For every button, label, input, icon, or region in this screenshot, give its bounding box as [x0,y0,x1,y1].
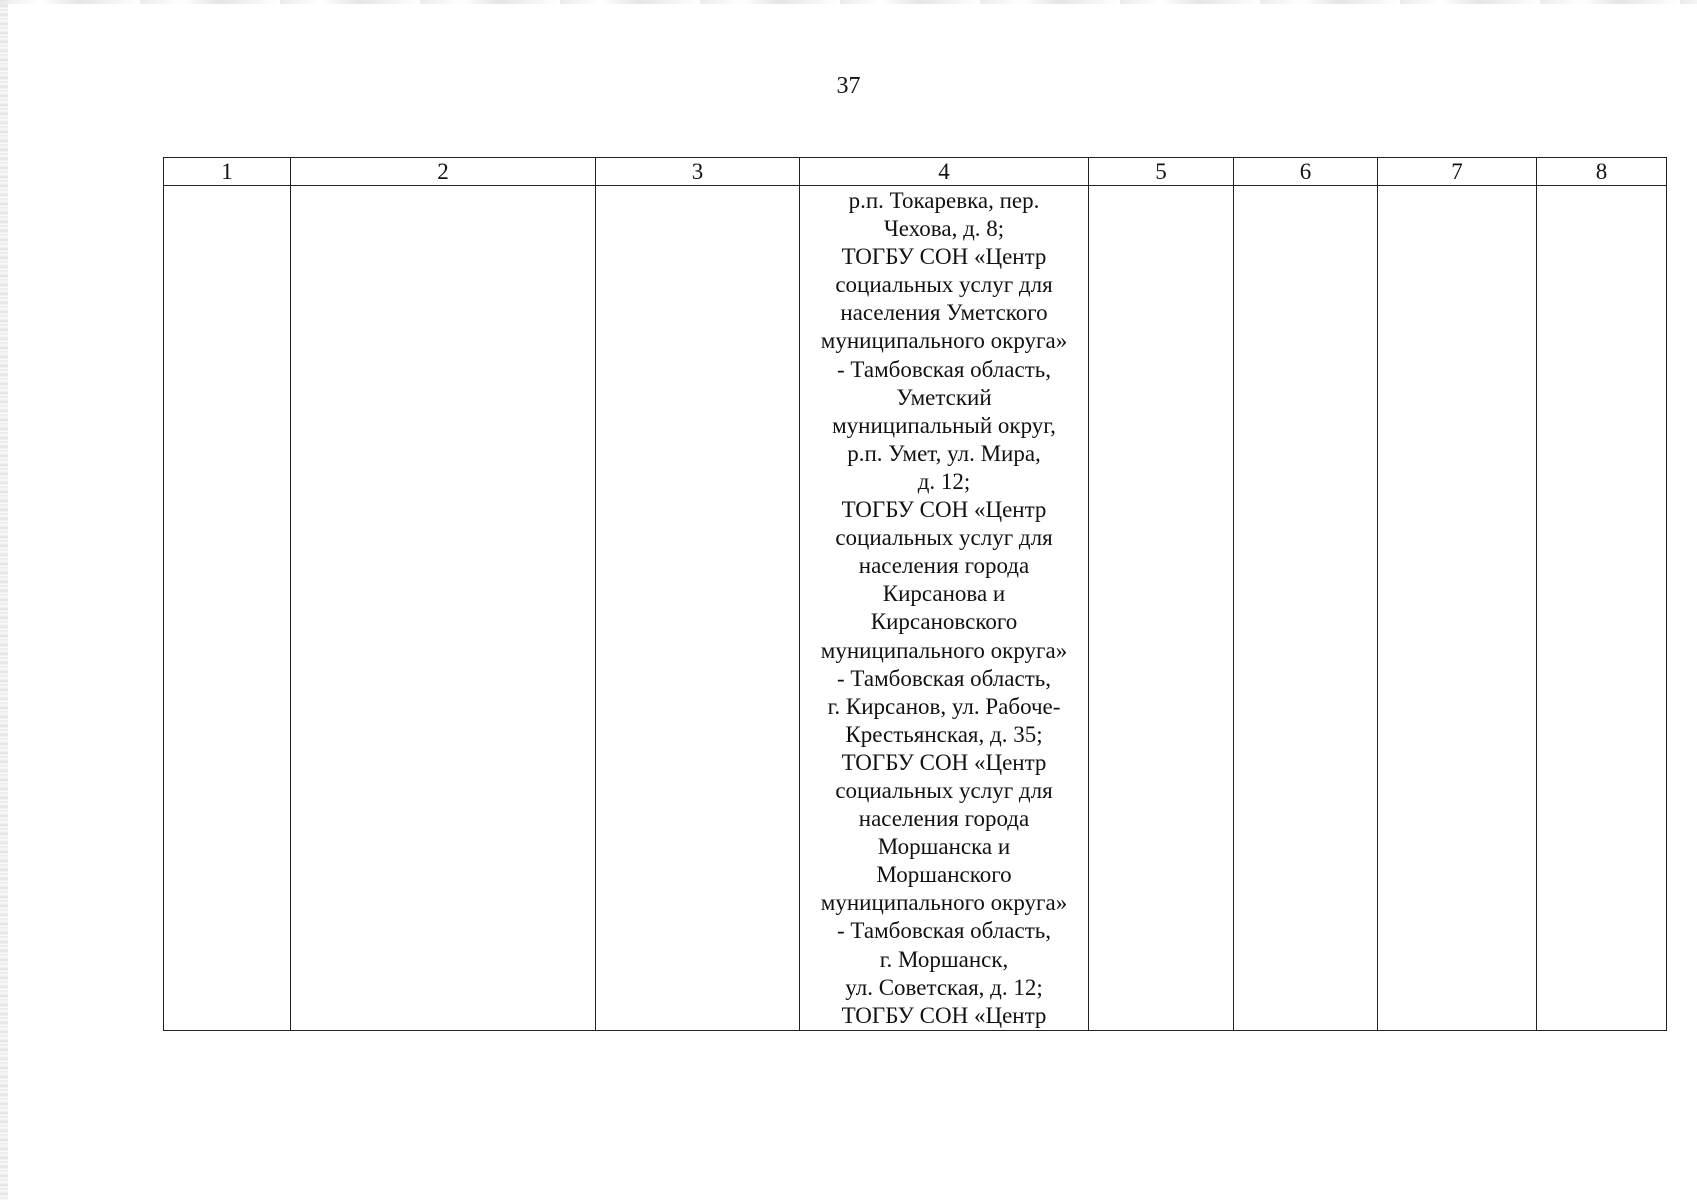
cell-col-1 [164,186,291,1031]
address-line: Кирсанова и [882,581,1006,607]
cell-col-3 [596,186,800,1031]
address-line: ТОГБУ СОН «Центр [841,244,1047,270]
address-line: населения города [858,553,1030,579]
address-line: социальных услуг для [835,272,1053,298]
column-header-4: 4 [800,158,1089,186]
address-line: Крестьянская, д. 35; [845,721,1043,747]
address-line: муниципального округа» [820,637,1068,663]
address-line: муниципального округа» [820,328,1068,354]
address-line: населения города [858,806,1030,832]
address-line: муниципальный округ, [832,412,1056,438]
cell-col-5 [1089,186,1234,1031]
column-header-1: 1 [164,158,291,186]
address-line: социальных услуг для [835,525,1053,551]
address-list [800,186,1088,1030]
cell-col-7 [1378,186,1537,1031]
address-line: ТОГБУ СОН «Центр [841,497,1047,523]
address-line: Моршанска и [877,834,1011,860]
address-line: муниципального округа» [820,890,1068,916]
address-line: Чехова, д. 8; [883,216,1005,242]
address-line: ТОГБУ СОН «Центр [841,749,1047,775]
page-number: 37 [836,73,861,99]
address-line: - Тамбовская область, [837,665,1051,691]
cell-col-4 [800,186,1089,1031]
cell-col-8 [1537,186,1667,1031]
address-line: Кирсановского [870,609,1018,635]
address-line: - Тамбовская область, [837,356,1051,382]
address-line: населения Уметского [840,300,1048,326]
address-line: Уметский [896,384,992,410]
cell-col-2 [291,186,596,1031]
address-line: ТОГБУ СОН «Центр [841,1002,1047,1028]
address-line: р.п. Умет, ул. Мира, [847,440,1041,466]
address-line: Моршанского [876,862,1012,888]
scan-top-artifact [0,0,1697,4]
address-line: р.п. Токаревка, пер. [848,188,1040,213]
document-table [163,157,1667,1031]
column-header-5: 5 [1089,158,1234,186]
column-header-2: 2 [291,158,596,186]
table-header-row [164,158,1667,186]
address-line: - Тамбовская область, [837,918,1051,944]
scan-edge-artifact [0,0,8,1200]
address-line: д. 12; [917,468,971,494]
column-header-3: 3 [596,158,800,186]
address-line: г. Кирсанов, ул. Рабоче- [827,693,1061,719]
table-row [164,186,1667,1031]
column-header-7: 7 [1378,158,1537,186]
cell-col-6 [1234,186,1378,1031]
address-line: ул. Советская, д. 12; [845,974,1043,1000]
column-header-6: 6 [1234,158,1378,186]
address-line: г. Моршанск, [879,946,1009,972]
address-line: социальных услуг для [835,777,1053,803]
column-header-8: 8 [1537,158,1667,186]
